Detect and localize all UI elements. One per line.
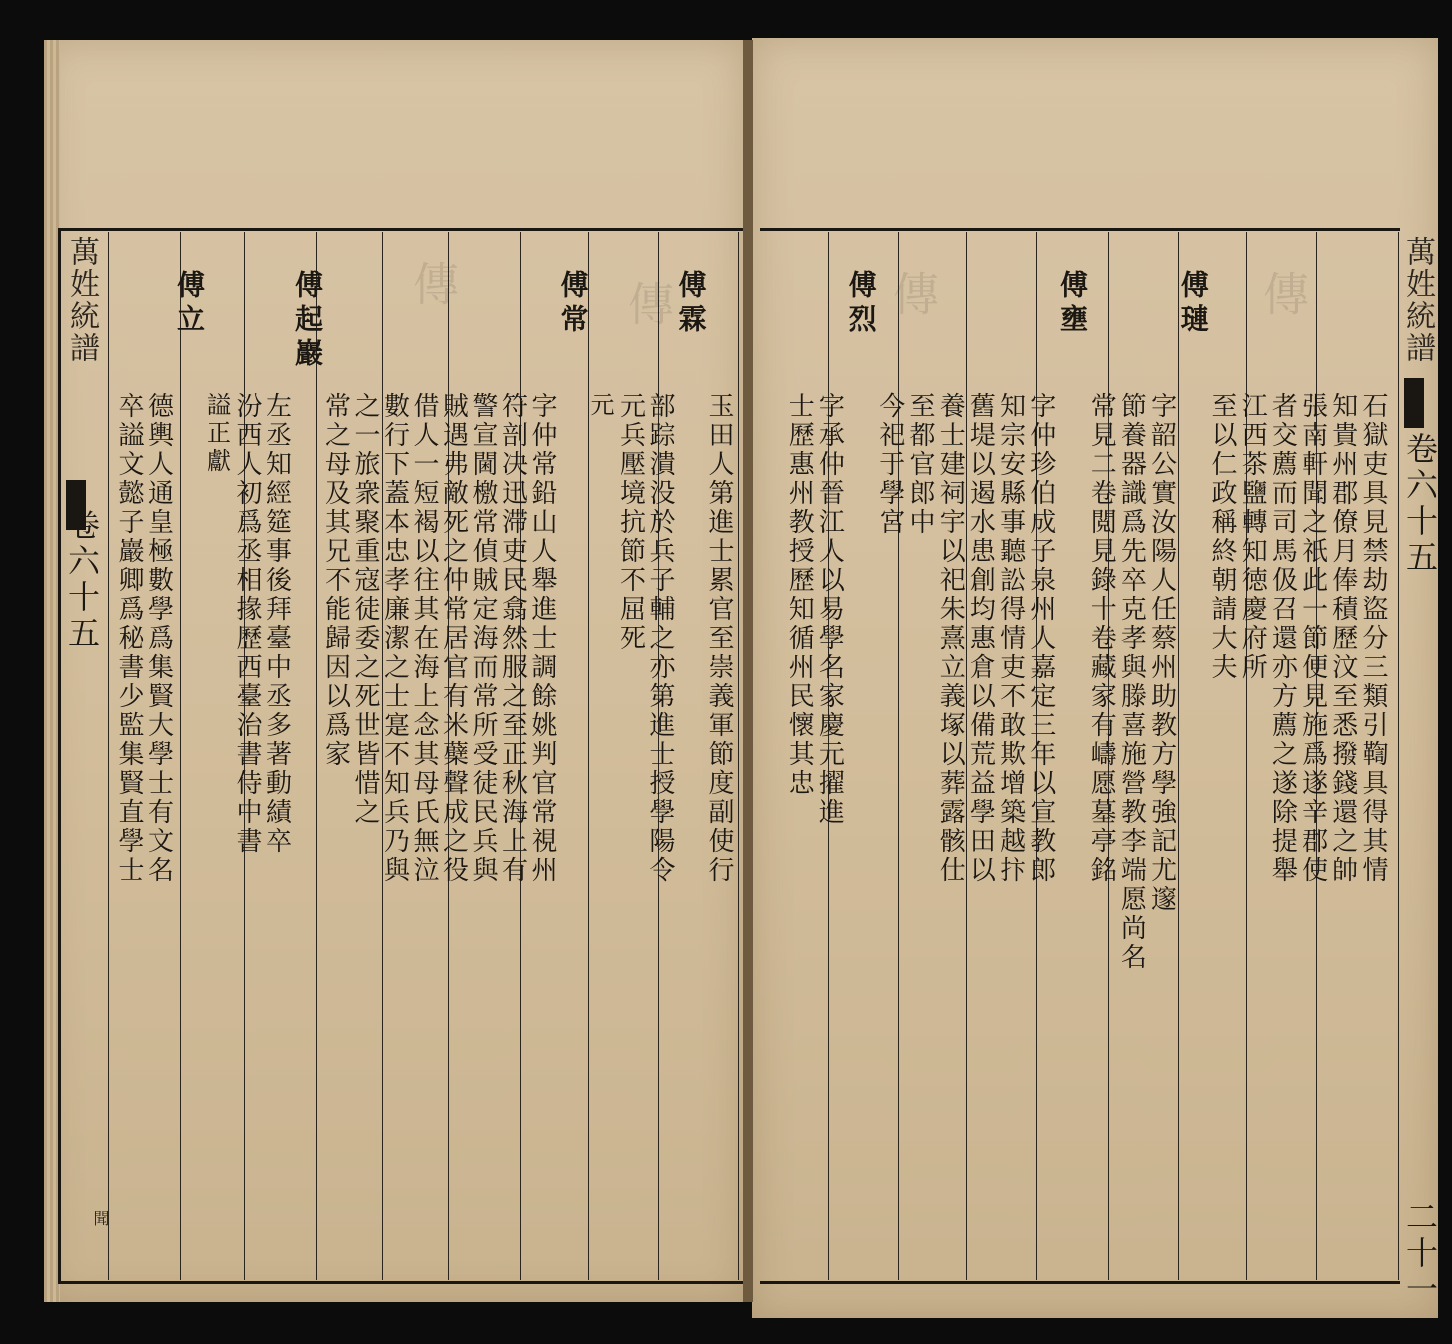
text-column: 借人一短褐以往其在海上念其母氏無泣: [409, 392, 439, 885]
left-margin-volume: 卷六十五: [63, 508, 101, 652]
text-column: 數行下蓋本忠孝廉潔之士寔不知兵乃與: [379, 392, 410, 885]
entry-heading-fu-li: 傅立: [173, 270, 206, 338]
text-column: 知貴州郡僚月俸積歷汶至悉撥錢還之帥: [1327, 392, 1358, 885]
text-column: 字韶公實汝陽人任蔡州助教方學強記尤邃: [1146, 392, 1177, 914]
text-column: 今祀于學宮: [874, 392, 905, 537]
text-column: 汾西人初爲丞相掾歷西臺治書侍中書: [232, 392, 262, 856]
right-margin-volume: 卷六十五: [1401, 432, 1439, 576]
text-column: 元兵壓境抗節不屈死: [615, 392, 646, 653]
text-column: 字仲常鉛山人舉進士調餘姚判官常視州: [527, 392, 557, 885]
text-column: 張南軒聞之祇此一節便見施爲遂辛郡使: [1297, 392, 1328, 885]
text-column: 德輿人通皇極數學爲集賢大學士有文名: [143, 392, 174, 885]
text-column: 警宣閫檄常偵賊定海而常所受徒民兵與: [468, 392, 498, 885]
left-margin-title: 萬姓統譜: [64, 236, 99, 364]
text-column: 左丞知經筵事後拜臺中丞多著動績卒: [261, 392, 292, 856]
text-column: 玉田人第進士累官至崇義軍節度副使行: [704, 392, 734, 885]
text-column: 常見二卷閲見錄十卷藏家有嶹愿墓亭銘: [1086, 392, 1117, 885]
text-column: 節養器識爲先卒克孝與滕喜施營教李端愿尚名: [1116, 392, 1147, 972]
text-column: 養士建祠宇以祀朱熹立義塚以葬露骸仕: [935, 392, 966, 885]
book-gutter: [743, 40, 753, 1302]
text-column: 字仲珍伯成子泉州人嘉定三年以宣教郎: [1025, 392, 1056, 885]
text-column: 知宗安縣事聽訟得情吏不敢欺增築越抃: [995, 392, 1026, 885]
bleed-through-ghost: 傳: [886, 270, 940, 324]
dynasty-marker: 元: [586, 392, 614, 420]
text-column: 至都官郎中: [905, 392, 935, 537]
entry-heading-fu-jin: 傅璉: [1176, 270, 1210, 338]
text-column: 謚正獻: [202, 392, 231, 476]
entry-heading-fu-lie: 傅烈: [844, 270, 878, 338]
text-column: 者交薦而司馬伋召還亦方薦之遂除提舉: [1267, 392, 1298, 885]
text-column: 士歷惠州教授歷知循州民懷其忠: [784, 392, 815, 798]
fishtail-mark: [1404, 378, 1424, 428]
text-column: 至以仁政稱終朝請大夫: [1207, 392, 1237, 682]
text-column: 石獄吏具見禁劫盜分三類引鞫具得其情: [1358, 392, 1388, 885]
text-column: 之一旅衆聚重寇徒委之死世皆惜之: [350, 392, 380, 827]
bleed-through-ghost: 傳: [1256, 270, 1310, 324]
entry-heading-fu-chang: 傅常: [556, 270, 590, 338]
entry-heading-fu-yong: 傅壅: [1056, 270, 1089, 338]
text-column: 賊遇弗敵死之仲常居官有米蘗聲成之役: [438, 392, 469, 885]
bleed-through-ghost: 傳: [621, 280, 675, 334]
text-column: 部踪潰没於兵子輔之亦第進士授學陽令: [645, 392, 675, 885]
text-column: 符剖决迅滞吏民翕然服之至正秋海上有: [497, 392, 528, 885]
right-margin-folio: 二十一: [1401, 1200, 1439, 1308]
text-column: 常之母及其兄不能歸因以爲家: [320, 392, 351, 769]
text-column: 舊堤以遏水患創均惠倉以備荒益學田以: [965, 392, 996, 885]
right-margin-title: 萬姓統譜: [1400, 236, 1435, 364]
left-margin-folio: 聞: [91, 1210, 110, 1226]
entry-heading-fu-qiyan: 傅起巖: [291, 270, 324, 372]
text-column: 江西茶鹽轉知徳慶府所: [1237, 392, 1268, 682]
entry-heading-fu-lin: 傅霖: [674, 270, 708, 338]
text-column: 卒謚文懿子巖卿爲秘書少監集賢直學士: [114, 392, 144, 885]
text-column: 字承仲晉江人以易學名家慶元擢進: [814, 392, 845, 827]
bleed-through-ghost: 傳: [406, 260, 460, 314]
